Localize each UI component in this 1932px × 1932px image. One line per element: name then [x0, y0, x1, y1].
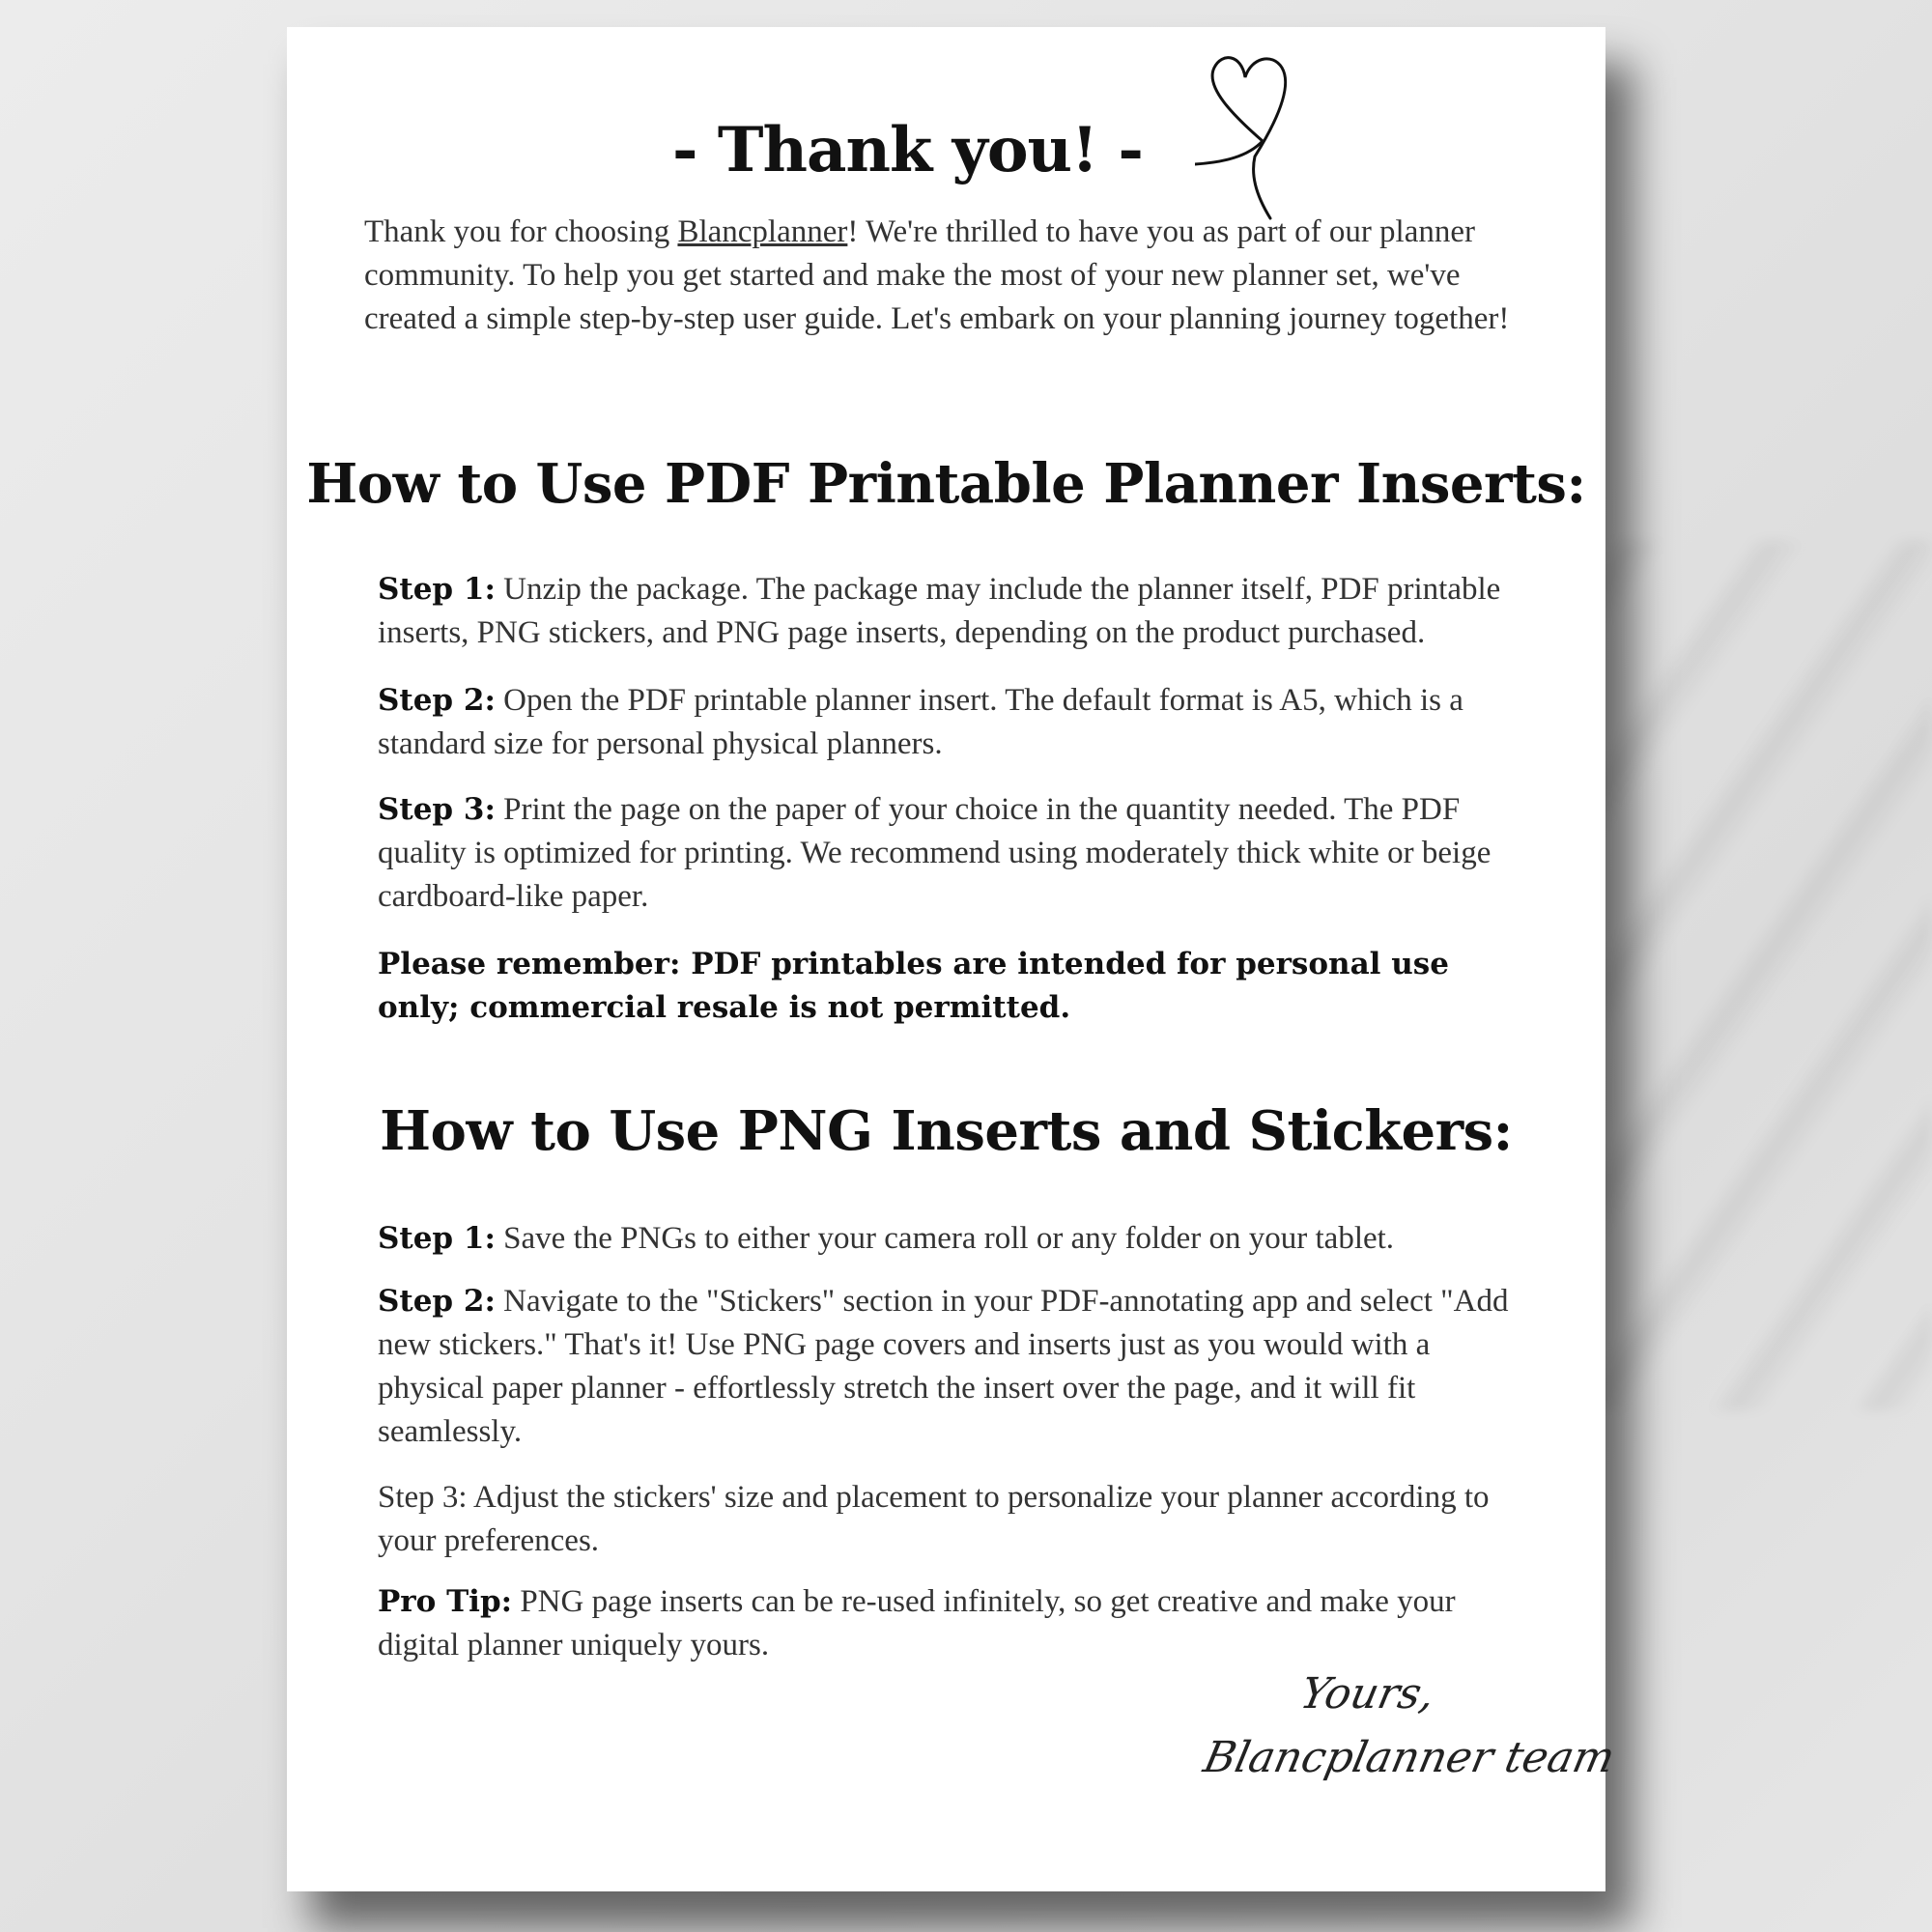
pdf-section-heading: How to Use PDF Printable Planner Inserts: [306, 452, 1586, 516]
pdf-step-2 [378, 679, 1522, 766]
signature-line-1: Yours, [1295, 1669, 1440, 1719]
signature [1199, 1650, 1619, 1804]
step-label: Step 2: [378, 1284, 496, 1319]
intro-text-end: ! We're thrilled to have you as part of our planner community. To help you get started and make the most of your new planner set, we've created a simple step-by-step user guide. Let's embark on your planning journey together! [364, 214, 1510, 336]
personal-use-note: Please remember: PDF printables are intended for personal use only; commercial resale is not permitted. [378, 947, 1449, 1025]
png-step-2 [378, 1280, 1522, 1454]
png-section-heading: How to Use PNG Inserts and Stickers: [380, 1099, 1513, 1163]
png-step-1 [378, 1217, 1522, 1261]
page-title: - Thank you! - [672, 114, 1143, 186]
pdf-step-1 [378, 568, 1522, 655]
signature-line-2: Blancplanner team [1199, 1733, 1619, 1782]
title-row [287, 114, 1605, 186]
step-label: Step 2: [378, 683, 496, 718]
heart-icon [1195, 48, 1311, 222]
brand-link[interactable]: Blancplanner [677, 214, 848, 249]
step-text: Open the PDF printable planner insert. The default format is A5, which is a standard size for personal physical planners. [378, 683, 1463, 761]
step-label: Step 3: [378, 792, 496, 827]
intro-text-start: Thank you for choosing [364, 214, 678, 249]
pdf-step-3 [378, 788, 1522, 919]
guide-page [287, 27, 1619, 1891]
step-label: Step 1: [378, 572, 496, 607]
tip-text: PNG page inserts can be re-used infinitely, so get creative and make your digital planner uniquely yours. [378, 1584, 1456, 1662]
step-text: Navigate to the "Stickers" section in your PDF-annotating app and select "Add new stickers." That's it! Use PNG page covers and inserts just as you would with a physical paper planner - effortlessly stretch the insert over the page, and it will fit seamlessly. [378, 1284, 1509, 1449]
step-label: Step 1: [378, 1221, 496, 1256]
step-text: Save the PNGs to either your camera roll or any folder on your tablet. [495, 1221, 1395, 1256]
step-text: Print the page on the paper of your choice in the quantity needed. The PDF quality is optimized for printing. We recommend using moderately thick white or beige cardboard-like paper. [378, 792, 1492, 914]
intro-paragraph [364, 211, 1533, 341]
step-text: Unzip the package. The package may include the planner itself, PDF printable inserts, PNG stickers, and PNG page inserts, depending on the product purchased. [378, 572, 1501, 650]
step-text: Step 3: Adjust the stickers' size and placement to personalize your planner according to your preferences. [378, 1480, 1490, 1558]
png-step-3 [378, 1476, 1522, 1563]
tip-label: Pro Tip: [378, 1584, 513, 1619]
